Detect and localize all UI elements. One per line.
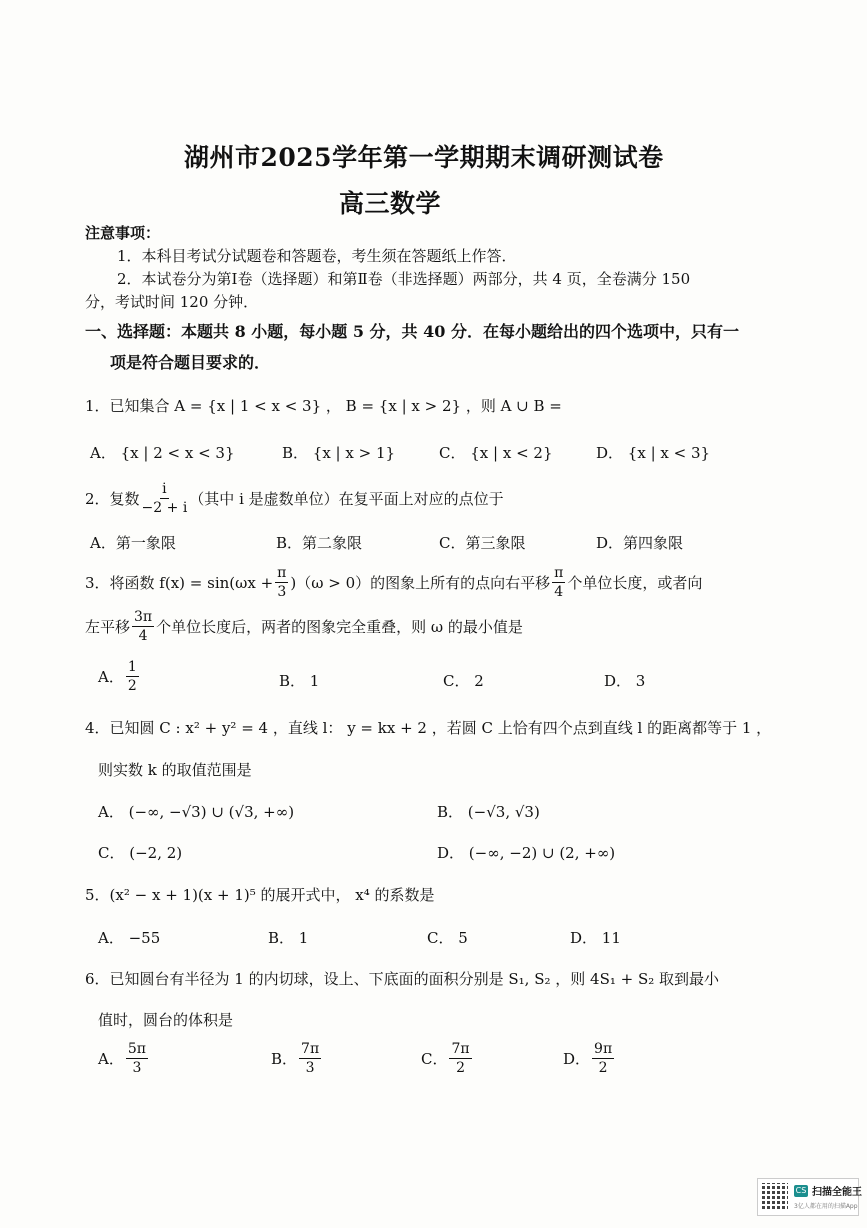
question-6-option-b-fraction: [299, 1042, 321, 1075]
question-2-option-a: A．第一象限: [90, 534, 176, 552]
option-label: D．: [563, 1050, 591, 1068]
option-label: A．: [98, 1050, 124, 1068]
question-3-fraction-2: [552, 566, 565, 599]
scanner-app-name: 扫描全能王: [812, 1187, 862, 1198]
exam-title: 湖州市2025学年第一学期期末调研测试卷: [184, 143, 664, 172]
question-6-option-d: [563, 1042, 616, 1075]
qr-code-icon: [762, 1183, 788, 1209]
question-2-stem: [85, 482, 504, 515]
fraction-denominator: 2: [456, 1060, 465, 1076]
fraction-numerator: π: [277, 565, 287, 581]
notice-item-2: 2．本试卷分为第Ⅰ卷（选择题）和第Ⅱ卷（非选择题）两部分，共 4 页，全卷满分 150: [117, 270, 691, 288]
question-2-option-d: D．第四象限: [596, 534, 684, 552]
question-3-line2-suffix: 个单位长度后，两者的图象完全重叠，则 ω 的最小值是: [156, 618, 523, 636]
question-1-stem: 1．已知集合 A = {x | 1 < x < 3} ， B = {x | x > 2} ，则 A ∪ B =: [85, 397, 562, 415]
option-label: C．: [421, 1050, 448, 1068]
section-heading: 一、选择题：本题共 8 小题，每小题 5 分，共 40 分．在每小题给出的四个选项中，只有一: [85, 322, 739, 341]
option-label: B．: [271, 1050, 298, 1068]
question-3-stem-line-2: [85, 610, 523, 643]
question-1-option-b: B． {x | x > 1}: [282, 444, 396, 462]
scanner-app-tagline: 3亿人都在用的扫描App: [794, 1203, 858, 1210]
question-2-prefix: 2．复数: [85, 490, 140, 508]
question-5-option-b: B． 1: [268, 929, 309, 947]
fraction-denominator: 3: [277, 584, 287, 600]
question-4-stem-line-2: 则实数 k 的取值范围是: [98, 761, 252, 779]
question-5-stem: 5．(x² − x + 1)(x + 1)⁵ 的展开式中， x⁴ 的系数是: [85, 886, 435, 904]
fraction-denominator: 2: [127, 678, 137, 694]
question-6-stem-line-2: 值时，圆台的体积是: [98, 1011, 234, 1029]
question-3-suffix: 个单位长度，或者向: [567, 574, 703, 592]
question-3-stem: [85, 566, 702, 599]
fraction-numerator: 9π: [594, 1041, 613, 1057]
notice-item-2-cont: 分，考试时间 120 分钟．: [85, 293, 259, 311]
fraction-denominator: 3: [305, 1060, 315, 1076]
question-6-option-a-fraction: [126, 1042, 148, 1075]
question-4-option-c: C． (−2, 2): [98, 844, 183, 862]
question-4-option-d: D． (−∞, −2) ∪ (2, +∞): [437, 844, 616, 862]
question-6-option-a: [98, 1042, 150, 1075]
question-4-stem: 4．已知圆 C : x² + y² = 4 ，直线 l： y = kx + 2 ，若圆 C 上恰有四个点到直线 l 的距离都等于 1 ，: [85, 719, 772, 737]
question-3-option-a: [98, 660, 141, 693]
camscanner-logo-icon: CS: [795, 1186, 807, 1195]
question-2-fraction: [142, 482, 188, 515]
question-6-option-c: [421, 1042, 474, 1075]
question-5-option-c: C． 5: [427, 929, 468, 947]
fraction-numerator: 5π: [127, 1041, 146, 1057]
fraction-numerator: i: [162, 481, 167, 497]
question-3-mid: )（ω > 0）的图象上所有的点向右平移: [290, 574, 551, 592]
scanner-watermark: [757, 1178, 862, 1216]
section-heading-cont: 项是符合题目要求的．: [110, 353, 271, 372]
question-4-option-a: A． (−∞, −√3) ∪ (√3, +∞): [98, 803, 295, 821]
question-3-option-a-fraction: [126, 660, 139, 693]
question-1-option-c: C． {x | x < 2}: [439, 444, 553, 462]
question-6-stem: 6．已知圆台有半径为 1 的内切球，设上、下底面的面积分别是 S₁, S₂ ，则 4S₁ + S₂ 取到最小: [85, 970, 720, 988]
fraction-denominator: 4: [554, 584, 564, 600]
fraction-denominator: 2: [598, 1060, 608, 1076]
fraction-denominator: 4: [138, 628, 148, 644]
question-3-fraction-1: [275, 566, 288, 599]
question-2-option-b: B．第二象限: [276, 534, 363, 552]
fraction-numerator: 1: [127, 659, 137, 675]
fraction-numerator: 7π: [301, 1041, 320, 1057]
exam-subtitle: 高三数学: [339, 189, 442, 218]
question-1-option-d: D． {x | x < 3}: [596, 444, 711, 462]
question-6-option-d-fraction: [592, 1042, 614, 1075]
question-2-option-c: C．第三象限: [439, 534, 526, 552]
question-3-line2-prefix: 左平移: [85, 618, 131, 636]
question-3-option-c: C． 2: [443, 672, 484, 690]
question-6-option-b: [271, 1042, 323, 1075]
option-label: A．: [98, 668, 124, 686]
question-5-option-a: A． −55: [98, 929, 161, 947]
fraction-denominator: −2 + i: [141, 500, 188, 516]
question-6-option-c-fraction: [449, 1042, 471, 1075]
question-3-prefix: 3．将函数 f(x) = sin(ωx +: [85, 574, 274, 592]
question-5-option-d: D． 11: [570, 929, 621, 947]
fraction-denominator: 3: [132, 1060, 142, 1076]
question-4-option-b: B． (−√3, √3): [437, 803, 540, 821]
fraction-numerator: 7π: [451, 1041, 470, 1057]
fraction-numerator: 3π: [134, 609, 153, 625]
question-3-fraction-3: [132, 610, 154, 643]
fraction-numerator: π: [554, 565, 564, 581]
question-2-suffix: （其中 i 是虚数单位）在复平面上对应的点位于: [189, 490, 504, 508]
question-3-option-b: B． 1: [279, 672, 320, 690]
notice-item-1: 1．本科目考试分试题卷和答题卷，考生须在答题纸上作答．: [117, 247, 517, 265]
notice-heading: 注意事项：: [85, 224, 161, 242]
question-3-option-d: D． 3: [604, 672, 646, 690]
question-1-option-a: A． {x | 2 < x < 3}: [90, 444, 235, 462]
